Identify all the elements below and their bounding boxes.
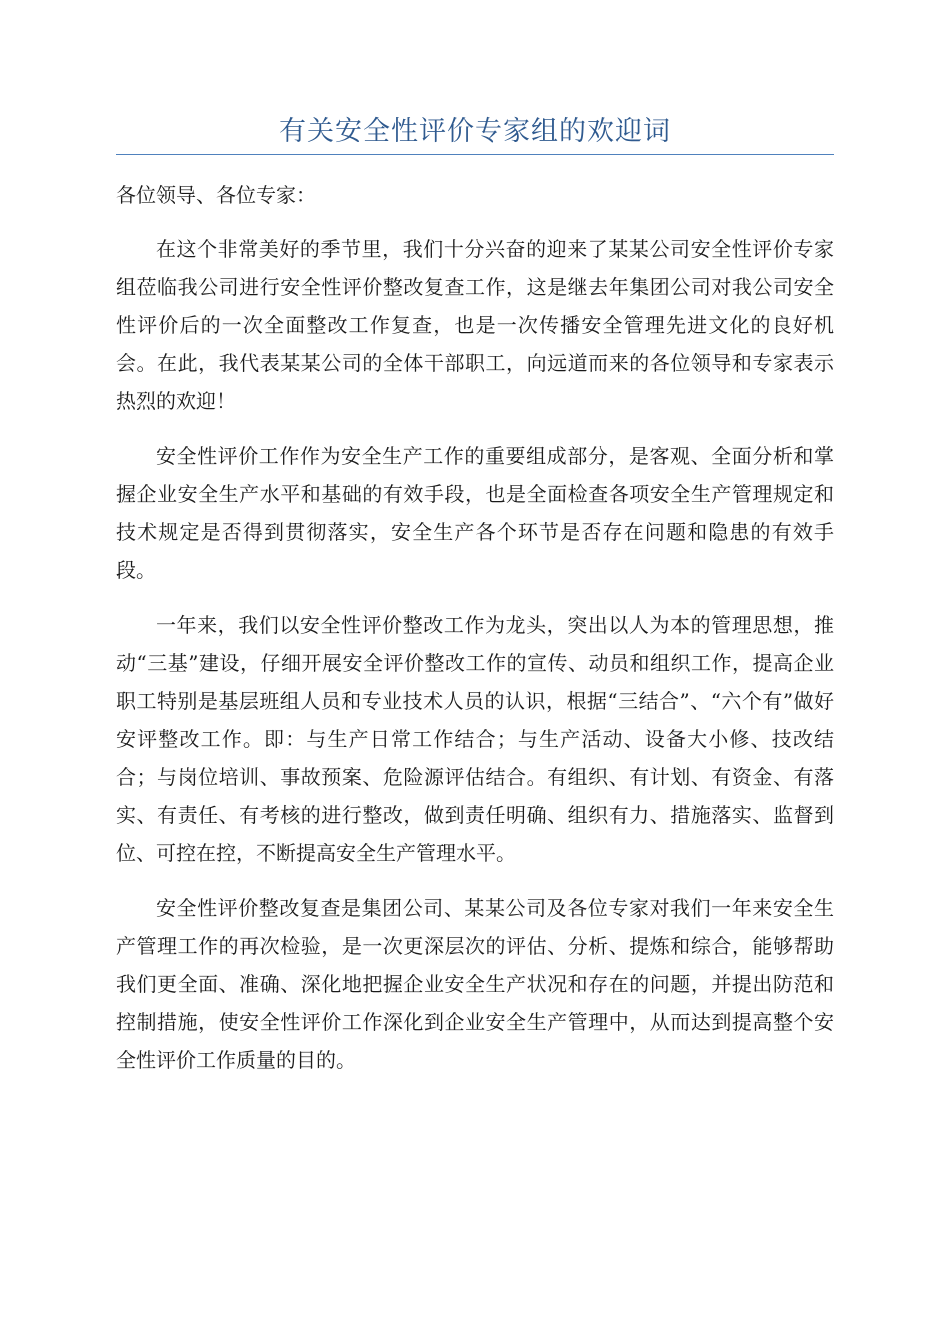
- document-title: 有关安全性评价专家组的欢迎词: [279, 116, 671, 147]
- paragraph-evaluation-importance: 安全性评价工作作为安全生产工作的重要组成部分，是客观、全面分析和掌握企业安全生产水平和基础的有效手段，也是全面检查各项安全生产管理规定和技术规定是否得到贯彻落实，安全生产各个环节是否存在问题和隐患的有效手段。: [116, 444, 834, 582]
- paragraph-welcome: 在这个非常美好的季节里，我们十分兴奋的迎来了某某公司安全性评价专家组莅临我公司进行安全性评价整改复查工作，这是继去年集团公司对我公司安全性评价后的一次全面整改工作复查，也是一次传播安全管理先进文化的良好机会。在此，我代表某某公司的全体干部职工，向远道而来的各位领导和专家表示热烈的欢迎！: [116, 237, 834, 413]
- paragraph-yearly-work: 一年来，我们以安全性评价整改工作为龙头，突出以人为本的管理思想，推动“三基”建设，仔细开展安全评价整改工作的宣传、动员和组织工作，提高企业职工特别是基层班组人员和专业技术人员的认识，根据“三结合”、“六个有”做好安评整改工作。即：与生产日常工作结合；与生产活动、设备大小修、技改结合；与岗位培训、事故预案、危险源评估结合。有组织、有计划、有资金、有落实、有责任、有考核的进行整改，做到责任明确、组织有力、措施落实、监督到位、可控在控，不断提高安全生产管理水平。: [116, 613, 834, 865]
- salutation: 各位领导、各位专家：: [116, 183, 316, 207]
- paragraph-review-purpose: 安全性评价整改复查是集团公司、某某公司及各位专家对我们一年来安全生产管理工作的再次检验，是一次更深层次的评估、分析、提炼和综合，能够帮助我们更全面、准确、深化地把握企业安全生产状况和存在的问题，并提出防范和控制措施，使安全性评价工作深化到企业安全生产管理中，从而达到提高整个安全性评价工作质量的目的。: [116, 896, 834, 1072]
- document-body: [116, 176, 834, 1096]
- title-underline-divider: [116, 154, 834, 155]
